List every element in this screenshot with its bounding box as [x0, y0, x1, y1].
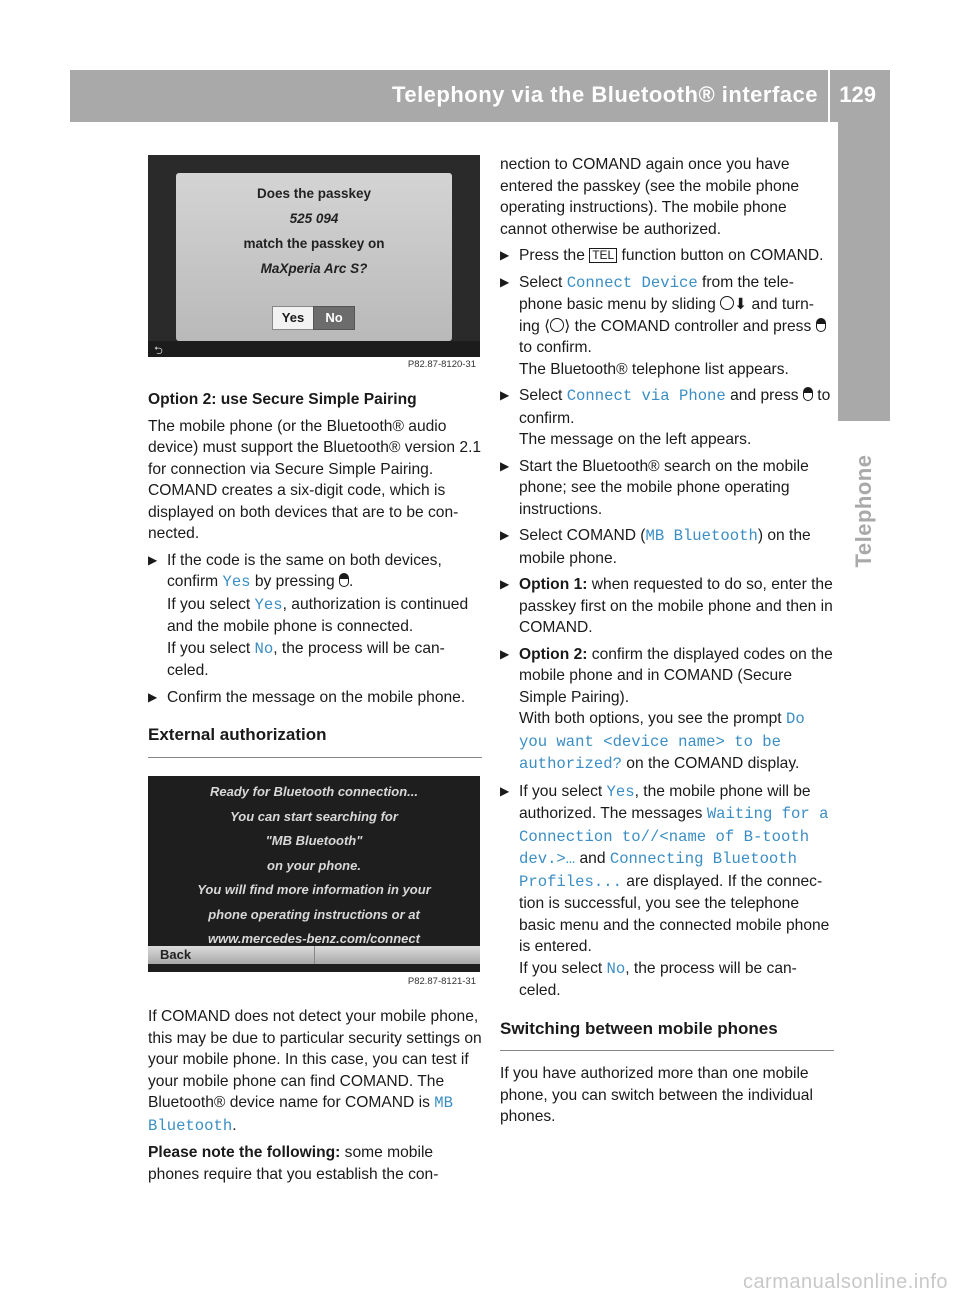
instruction-step: ▶ Select Connect via Phone and press to confirm. The message on the left appears.	[500, 387, 831, 448]
press-controller-icon	[816, 318, 826, 332]
step-arrow-icon: ▶	[500, 646, 510, 661]
heading-rule	[500, 1050, 834, 1051]
dialog-passkey: 525 094	[289, 211, 339, 226]
step-arrow-icon: ▶	[500, 388, 510, 402]
dialog-line: match the passkey on	[243, 236, 385, 251]
instruction-step: ▶ Option 2: confirm the displayed codes on the mobile phone and in COMAND (Secure Simple Pairing). With both options, you see the prompt Do you want <device name> to be authorized? on the COMAND display.	[500, 645, 833, 773]
side-tab	[838, 431, 890, 591]
side-tab-marker	[838, 122, 890, 421]
screen-line: Ready for Bluetooth connection...	[209, 784, 418, 799]
dialog-device: MaXperia Arc S?	[260, 261, 368, 276]
step-arrow-icon: ▶	[500, 458, 510, 473]
heading-rule	[148, 757, 482, 758]
instruction-step: ▶ Select COMAND (MB Bluetooth) on the mobile phone.	[500, 527, 811, 567]
yes-button[interactable]: Yes	[272, 306, 314, 330]
figure-ref: P82.87-8121-31	[148, 972, 480, 994]
instruction-step: ▶ Start the Bluetooth® search on the mobile phone; see the mobile phone operating instructions.	[500, 457, 809, 518]
turn-icon: ⟩	[564, 317, 571, 335]
bluetooth-ready-screenshot	[148, 776, 480, 994]
step-arrow-icon: ▶	[148, 552, 158, 567]
controller-icon	[550, 318, 564, 332]
subheading: Option 2: use Secure Simple Pairing	[148, 391, 417, 408]
step-arrow-icon: ▶	[500, 528, 510, 542]
screen-line: phone operating instructions or at	[208, 906, 420, 922]
instruction-step: ▶ If you select Yes, the mobile phone will be authorized. The messages Waiting for a Connection to//<name of B-tooth dev.>… and Connecting Bluetooth Profiles... are displayed. If the connec-tion is successful, you see the telephone basic menu and the connected mobile phone is entered. If you select No, the process will be can-celed.	[500, 782, 830, 999]
paragraph: If you have authorized more than one mobile phone, you can switch between the individual phones.	[500, 1065, 813, 1125]
step-arrow-icon: ▶	[500, 577, 510, 591]
instruction-step: ▶ Press the TEL function button on COMAND.	[500, 245, 834, 267]
watermark: carmanualsonline.info	[742, 1271, 948, 1293]
left-column-lower	[148, 1006, 482, 1190]
section-title: Telephony via the Bluetooth® interface	[392, 82, 818, 107]
press-controller-icon	[803, 387, 813, 401]
passkey-dialog	[176, 173, 452, 341]
paragraph: nection to COMAND again once you have entered the passkey (see the mobile phone operating instructions). The mobile phone cannot otherwise be authorized.	[500, 156, 800, 238]
page-number: 129	[839, 82, 876, 107]
paragraph: If COMAND does not detect your mobile phone, this may be due to particular security settings on your mobile phone. In this case, you can test if your mobile phone can find COMAND. The Bluetooth® device name for COMAND is MB Bluetooth.	[148, 1008, 482, 1135]
press-controller-icon	[339, 573, 349, 587]
controller-icon	[720, 296, 734, 310]
instruction-step: ▶ Confirm the message on the mobile phone.	[148, 687, 482, 709]
step-arrow-icon: ▶	[500, 248, 510, 262]
screen-line: "MB Bluetooth"	[265, 833, 363, 848]
right-column	[500, 154, 834, 1133]
instruction-step: ▶ Select Connect Device from the tele-phone basic menu by sliding ⬇ and turn-ing ⟨ ⟩ the COMAND controller and press to confirm. The Bluetooth® telephone list appears.	[500, 272, 834, 381]
paragraph: Please note the following: some mobile phones require that you establish the con-	[148, 1144, 439, 1183]
slide-down-icon: ⬇	[734, 296, 748, 313]
screen-line: on your phone.	[267, 857, 361, 873]
no-button[interactable]: No	[313, 306, 355, 330]
dialog-line: Does the passkey	[256, 186, 372, 201]
screen-bottom-bar	[148, 341, 480, 357]
tel-key-icon: TEL	[589, 248, 617, 263]
step-arrow-icon: ▶	[500, 783, 510, 798]
paragraph: The mobile phone (or the Bluetooth® audio device) must support the Bluetooth® version 2.1 for connection via Secure Simple Pairing. COMAND creates a six-digit code, which is displayed on both devices that are to be con-nected.	[148, 417, 482, 542]
screen-line: You can start searching for	[230, 808, 398, 824]
turn-icon: ⟨	[544, 317, 551, 335]
step-arrow-icon: ▶	[148, 689, 158, 704]
screen-line: You will find more information in your	[197, 882, 431, 897]
header-divider	[828, 70, 830, 122]
left-column	[148, 389, 482, 758]
instruction-step: ▶ Option 1: when requested to do so, enter the passkey first on the mobile phone and then in COMAND.	[500, 576, 833, 636]
step-arrow-icon: ▶	[500, 274, 510, 289]
instruction-step: ▶ If the code is the same on both devices, confirm Yes by pressing . If you select Yes, authorization is continued and the mobile phone is connected. If you select No, the process will be can-celed.	[148, 551, 469, 679]
back-arrow-icon: ⮌	[154, 345, 163, 357]
back-button[interactable]: Back	[148, 946, 315, 964]
passkey-dialog-screenshot	[148, 155, 480, 373]
section-heading: Switching between mobile phones	[500, 1018, 778, 1038]
side-tab-label: Telephone	[851, 454, 876, 568]
screen-bottom-bar	[148, 946, 480, 964]
header-bar	[70, 70, 890, 122]
section-heading: External authorization	[148, 725, 327, 744]
screen-line: www.mercedes-benz.com/connect	[208, 931, 420, 946]
figure-ref: P82.87-8120-31	[148, 357, 480, 373]
